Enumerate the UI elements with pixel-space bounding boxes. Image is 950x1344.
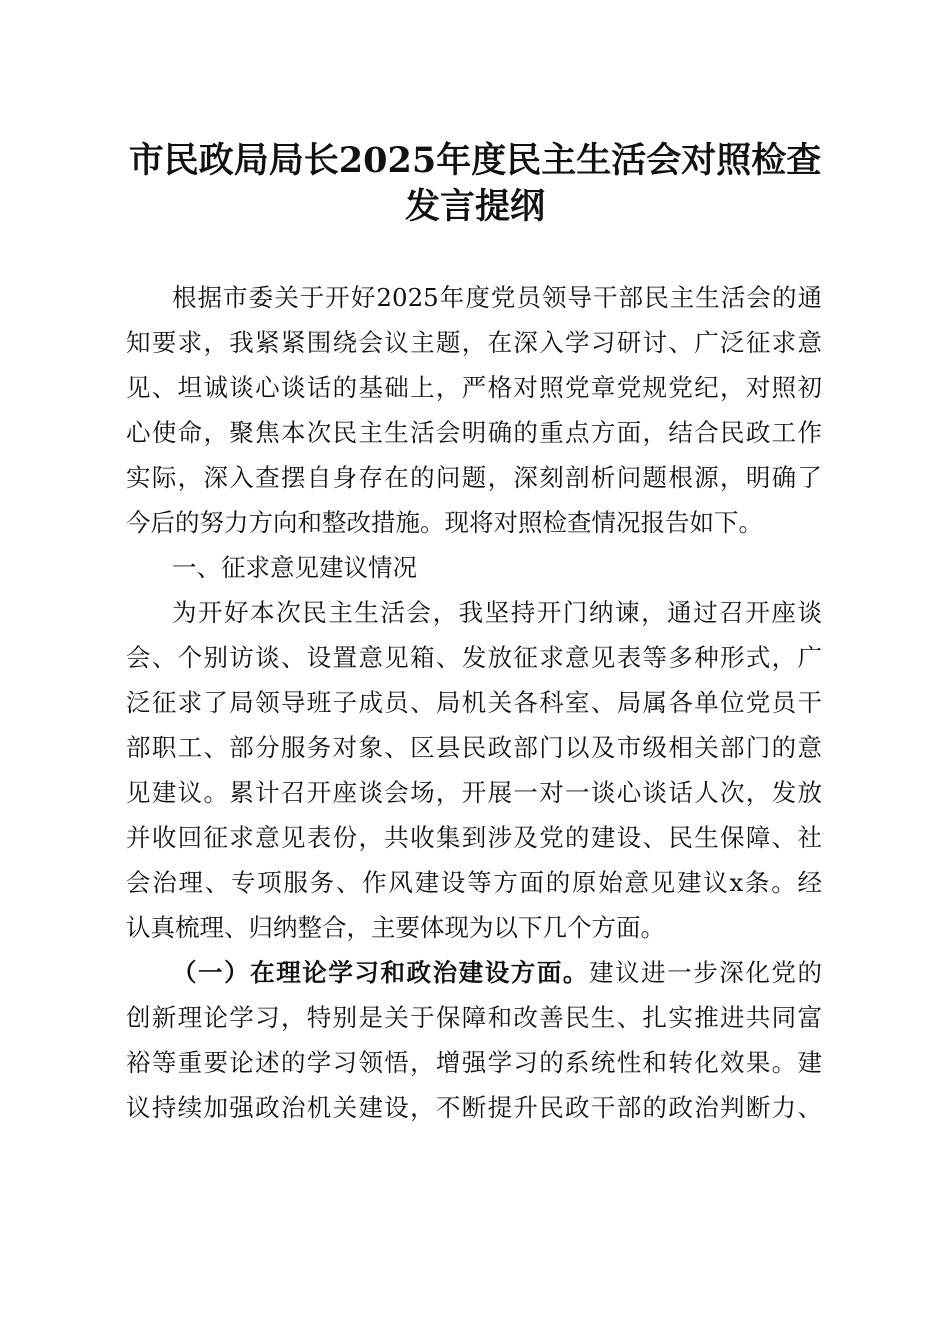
section-1-line-2: 会、个别访谈、设置意见箱、发放征求意见表等多种形式，广 — [126, 643, 822, 672]
subsection-1-line-3: 裕等重要论述的学习领悟，增强学习的系统性和转化效果。建 — [126, 1048, 822, 1077]
subsection-1-lead: （一）在理论学习和政治建设方面。 — [172, 958, 589, 987]
section-1-line-4: 部职工、部分服务对象、区县民政部门以及市级相关部门的意 — [126, 733, 822, 762]
section-1-line-3: 泛征求了局领导班子成员、局机关各科室、局属各单位党员干 — [126, 688, 822, 717]
intro-line-5: 实际，深入查摆自身存在的问题，深刻剖析问题根源，明确了 — [126, 463, 822, 492]
section-1-heading: 一、征求意见建议情况 — [172, 553, 417, 582]
subsection-1-line-1 — [172, 953, 822, 993]
section-1-line-6: 并收回征求意见表份，共收集到涉及党的建设、民生保障、社 — [126, 823, 822, 852]
subsection-1-line-2: 创新理论学习，特别是关于保障和改善民生、扎实推进共同富 — [126, 1003, 822, 1032]
document-title-line-1: 市民政局局长2025年度民主生活会对照检查 — [128, 140, 822, 181]
section-1-line-5: 见建议。累计召开座谈会场，开展一对一谈心谈话人次，发放 — [126, 778, 822, 807]
subsection-1-line-4: 议持续加强政治机关建设，不断提升民政干部的政治判断力、 — [126, 1093, 822, 1122]
section-1-line-1: 为开好本次民主生活会，我坚持开门纳谏，通过召开座谈 — [172, 598, 822, 627]
subsection-1-first-rest: 建议进一步深化党的 — [589, 958, 822, 987]
intro-line-1: 根据市委关于开好2025年度党员领导干部民主生活会的通 — [172, 283, 822, 312]
intro-line-3: 见、坦诚谈心谈话的基础上，严格对照党章党规党纪，对照初 — [126, 373, 822, 402]
document-title-line-2: 发言提纲 — [404, 186, 545, 227]
section-1-line-8: 认真梳理、归纳整合，主要体现为以下几个方面。 — [126, 913, 665, 942]
intro-line-2: 知要求，我紧紧围绕会议主题，在深入学习研讨、广泛征求意 — [126, 328, 822, 357]
section-1-line-7: 会治理、专项服务、作风建设等方面的原始意见建议x条。经 — [126, 868, 822, 897]
intro-line-4: 心使命，聚焦本次民主生活会明确的重点方面，结合民政工作 — [126, 418, 822, 447]
intro-line-6: 今后的努力方向和整改措施。现将对照检查情况报告如下。 — [126, 508, 763, 537]
